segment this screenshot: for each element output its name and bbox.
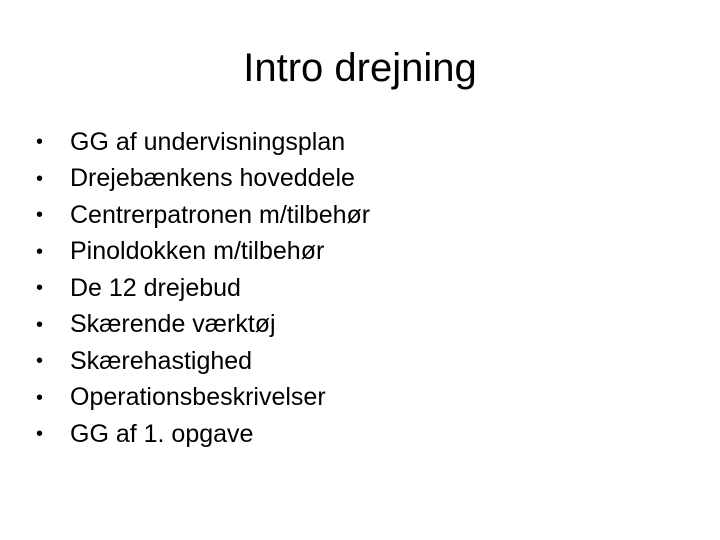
list-item — [36, 234, 696, 271]
bullet-icon: • — [36, 386, 44, 409]
bullet-icon: • — [36, 131, 44, 154]
bullet-icon: • — [36, 167, 44, 190]
list-item — [36, 307, 696, 344]
list-item — [36, 161, 696, 198]
list-item — [36, 380, 696, 417]
bullet-list — [36, 124, 696, 453]
list-item-text: Skærende værktøj — [70, 310, 276, 339]
list-item — [36, 416, 696, 453]
list-item — [36, 270, 696, 307]
slide-title: Intro drejning — [243, 46, 477, 90]
bullet-icon: • — [36, 277, 44, 300]
bullet-icon: • — [36, 313, 44, 336]
list-item-text: Pinoldokken m/tilbehør — [70, 237, 325, 266]
bullet-icon: • — [36, 204, 44, 227]
list-item-text: De 12 drejebud — [70, 273, 241, 302]
list-item — [36, 343, 696, 380]
list-item-text: Centrerpatronen m/tilbehør — [70, 200, 371, 229]
list-item-text: Operationsbeskrivelser — [70, 383, 326, 412]
list-item-text: Skærehastighed — [70, 346, 253, 375]
bullet-icon: • — [36, 423, 44, 446]
list-item — [36, 197, 696, 234]
list-item-text: GG af 1. opgave — [70, 419, 254, 448]
list-item-text: Drejebænkens hoveddele — [70, 164, 355, 193]
list-item — [36, 124, 696, 161]
bullet-icon: • — [36, 350, 44, 373]
list-item-text: GG af undervisningsplan — [70, 127, 346, 156]
bullet-icon: • — [36, 240, 44, 263]
